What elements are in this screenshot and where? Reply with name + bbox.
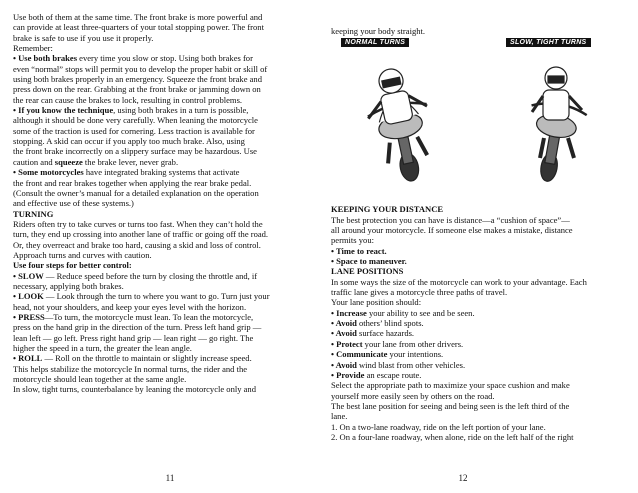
text-line (13, 188, 309, 198)
body-text: The best protection you can have is distance—a “cushion of space”— (331, 214, 570, 225)
body-text: In slow, tight turns, counterbalance by leaning the motorcycle only and (13, 384, 256, 395)
text-line (13, 84, 309, 94)
text-line (331, 432, 628, 442)
text-line (13, 384, 309, 394)
body-text: caution and (13, 156, 55, 167)
text-line (331, 411, 628, 421)
text-line (331, 308, 628, 318)
body-text: Your lane position should: (331, 297, 422, 308)
body-text: Riders often try to take curves or turns too fast. When they can’t hold the (13, 218, 263, 229)
text-line (331, 349, 628, 359)
text-line (13, 43, 309, 53)
text-line (331, 256, 628, 266)
body-text: — Look through the turn to where you want to go. Turn just your (43, 291, 270, 302)
body-text: necessary, applying both brakes. (13, 280, 124, 291)
body-text: permits you: (331, 235, 374, 246)
body-text: the front brake incorrectly on a slippery surface may be hazardous. Use (13, 146, 257, 157)
text-line (13, 198, 309, 208)
text-line (331, 391, 628, 401)
body-text: Select the appropriate path to maximize your space cushion and make (331, 380, 570, 391)
bold-text: • Communicate (331, 349, 388, 360)
bold-text: • ROLL (13, 353, 43, 364)
body-text: Approach turns and curves with caution. (13, 249, 152, 260)
bold-text: • Use both brakes (13, 53, 78, 64)
text-line (331, 246, 628, 256)
body-text: every time you slow or stop. Using both brakes for (77, 53, 253, 64)
text-line (331, 225, 628, 235)
text-line (331, 422, 628, 432)
bold-text: • Protect (331, 338, 363, 349)
text-line (13, 312, 309, 322)
body-text: Use both of them at the same time. The front brake is more powerful and (13, 12, 263, 22)
bold-text: • Provide (331, 369, 365, 380)
bold-text: • Avoid (331, 359, 357, 370)
body-text: Or, they overreact and brake too hard, causing a skid and loss of control. (13, 239, 261, 250)
right-top-line: keeping your body straight. (331, 26, 425, 36)
text-line (331, 287, 628, 297)
body-text: lane. (331, 411, 348, 422)
body-text: higher the speed in a turn, the greater the lean angle. (13, 343, 192, 353)
body-text: — Reduce speed before the turn by closing the throttle and, if (43, 270, 258, 281)
text-line (331, 277, 628, 287)
text-line (13, 126, 309, 136)
text-line (13, 229, 309, 239)
text-line (331, 339, 628, 349)
turn-illustrations (331, 38, 628, 188)
body-text: 1. On a two-lane roadway, ride on the left portion of your lane. (331, 421, 546, 432)
body-text: your intentions. (387, 349, 444, 360)
text-line (13, 281, 309, 291)
text-line (331, 235, 628, 245)
text-line (13, 271, 309, 281)
body-text: although it should be done very carefully. When leaning the motorcycle (13, 115, 258, 126)
body-text: have integrated braking systems that activate (83, 167, 240, 178)
text-line (13, 136, 309, 146)
bold-text: • PRESS (13, 311, 45, 322)
body-text: the rear can cause the brakes to lock, resulting in control problems. (13, 94, 243, 105)
bold-text: TURNING (13, 208, 54, 219)
body-text: motorcycle should lean together at the same angle. (13, 374, 187, 385)
body-text: using both brakes properly in an emergency. Squeeze the front brake and (13, 74, 262, 85)
bold-text: KEEPING YOUR DISTANCE (331, 204, 444, 215)
bold-text: Use four steps for better control: (13, 260, 132, 271)
text-line (13, 178, 309, 188)
body-text: head, not your shoulders, and keep your eyes level with the horizon. (13, 301, 247, 312)
text-line (331, 401, 628, 411)
text-line (331, 370, 628, 380)
bold-text: • Increase (331, 307, 367, 318)
body-text: The best lane position for seeing and being seen is the left third of the (331, 400, 570, 411)
body-text: — Roll on the throttle to maintain or slightly increase speed. (42, 353, 252, 364)
slow-tight-turns-figure (506, 38, 606, 188)
text-line (331, 297, 628, 307)
body-text: the front and rear brakes together when applying the rear brake pedal. (13, 177, 252, 188)
bold-text: LANE POSITIONS (331, 266, 404, 277)
body-text: your lane from other drivers. (362, 338, 464, 349)
text-line (331, 215, 628, 225)
slow-tight-turns-label: SLOW, TIGHT TURNS (506, 38, 591, 47)
normal-turns-figure (341, 38, 461, 188)
body-text: brake is safe to use if you use it properly. (13, 32, 154, 43)
text-line (13, 167, 309, 177)
body-text: even “normal” stops will permit you to develop the proper habit or skill of (13, 63, 268, 74)
text-line (13, 240, 309, 250)
text-line (13, 105, 309, 115)
text-line (331, 380, 628, 390)
bold-text: • Avoid (331, 318, 357, 329)
rider-upright-illustration (506, 48, 606, 188)
bold-text: • If you know the technique (13, 105, 114, 116)
page-number-right: 12 (458, 473, 468, 483)
body-text: This helps stabilize the motorcycle In normal turns, the rider and the (13, 363, 248, 374)
text-line (13, 74, 309, 84)
body-text: yourself more easily seen by others on the road. (331, 390, 495, 401)
body-text: lean left — go left. Press right hand grip — lean right — go right. The (13, 332, 254, 343)
text-line (13, 250, 309, 260)
body-text: others’ blind spots. (356, 318, 424, 329)
text-line (13, 374, 309, 384)
bold-text: • SLOW (13, 270, 44, 281)
body-text: some of the traction is used for cornering. Less traction is available for (13, 125, 255, 136)
text-line (13, 33, 309, 43)
text-line (13, 343, 309, 353)
rider-leaning-illustration (341, 48, 461, 188)
text-line (331, 204, 628, 214)
text-line (331, 266, 628, 276)
body-text: the brake lever, never grab. (82, 156, 179, 167)
bold-text: • Time to react. (331, 245, 387, 256)
body-text: —To turn, the motorcycle must lean. To lean the motorcycle, (44, 311, 254, 322)
text-line (13, 364, 309, 374)
text-line (13, 333, 309, 343)
text-line (331, 318, 628, 328)
text-line (13, 291, 309, 301)
body-text: all around your motorcycle. If someone else makes a mistake, distance (331, 225, 573, 236)
text-line (13, 157, 309, 167)
text-line (13, 64, 309, 74)
text-line (13, 302, 309, 312)
text-line (13, 353, 309, 363)
text-line (13, 260, 309, 270)
body-text: (Consult the owner’s manual for a detailed explanation on the operation (13, 187, 259, 198)
body-text: wind blast from other vehicles. (356, 359, 466, 370)
text-line (13, 115, 309, 125)
body-text: press down on the rear. Grabbing at the front brake or jamming down on (13, 84, 261, 95)
body-text: your ability to see and be seen. (366, 307, 475, 318)
text-line (13, 95, 309, 105)
text-line (331, 328, 628, 338)
text-line (13, 12, 309, 22)
bold-text: • LOOK (13, 291, 44, 302)
text-line (13, 53, 309, 63)
body-text: , using both brakes in a turn is possible, (113, 105, 249, 116)
right-page-text (331, 204, 628, 442)
body-text: 2. On a four-lane roadway, when alone, ride on the left half of the right (331, 431, 574, 442)
body-text: press on the hand grip in the direction of the turn. Press left hand grip — (13, 322, 262, 333)
body-text: stopping. A skid can occur if you apply too much brake. Also, using (13, 136, 245, 147)
text-line (13, 209, 309, 219)
text-line (13, 22, 309, 32)
body-text: turn, they end up crossing into another lane of traffic or going off the road. (13, 229, 269, 240)
text-line (13, 322, 309, 332)
text-line (13, 146, 309, 156)
body-text: traffic lane gives a motorcycle three paths of travel. (331, 287, 508, 298)
bold-text: squeeze (54, 156, 83, 167)
body-text: Remember: (13, 43, 53, 54)
bold-text: • Avoid (331, 328, 357, 339)
bold-text: • Space to maneuver. (331, 256, 407, 267)
right-page (319, 0, 638, 493)
normal-turns-label: NORMAL TURNS (341, 38, 409, 47)
left-page-text (13, 12, 309, 395)
body-text: an escape route. (364, 369, 422, 380)
text-line (13, 219, 309, 229)
body-text: surface hazards. (356, 328, 415, 339)
body-text: and effective use of these systems.) (13, 198, 134, 209)
body-text: can provide at least three-quarters of your total stopping power. The front (13, 22, 264, 33)
text-line (331, 360, 628, 370)
page-number-left: 11 (165, 473, 175, 483)
body-text: In some ways the size of the motorcycle can work to your advantage. Each (331, 276, 587, 287)
bold-text: • Some motorcycles (13, 167, 84, 178)
